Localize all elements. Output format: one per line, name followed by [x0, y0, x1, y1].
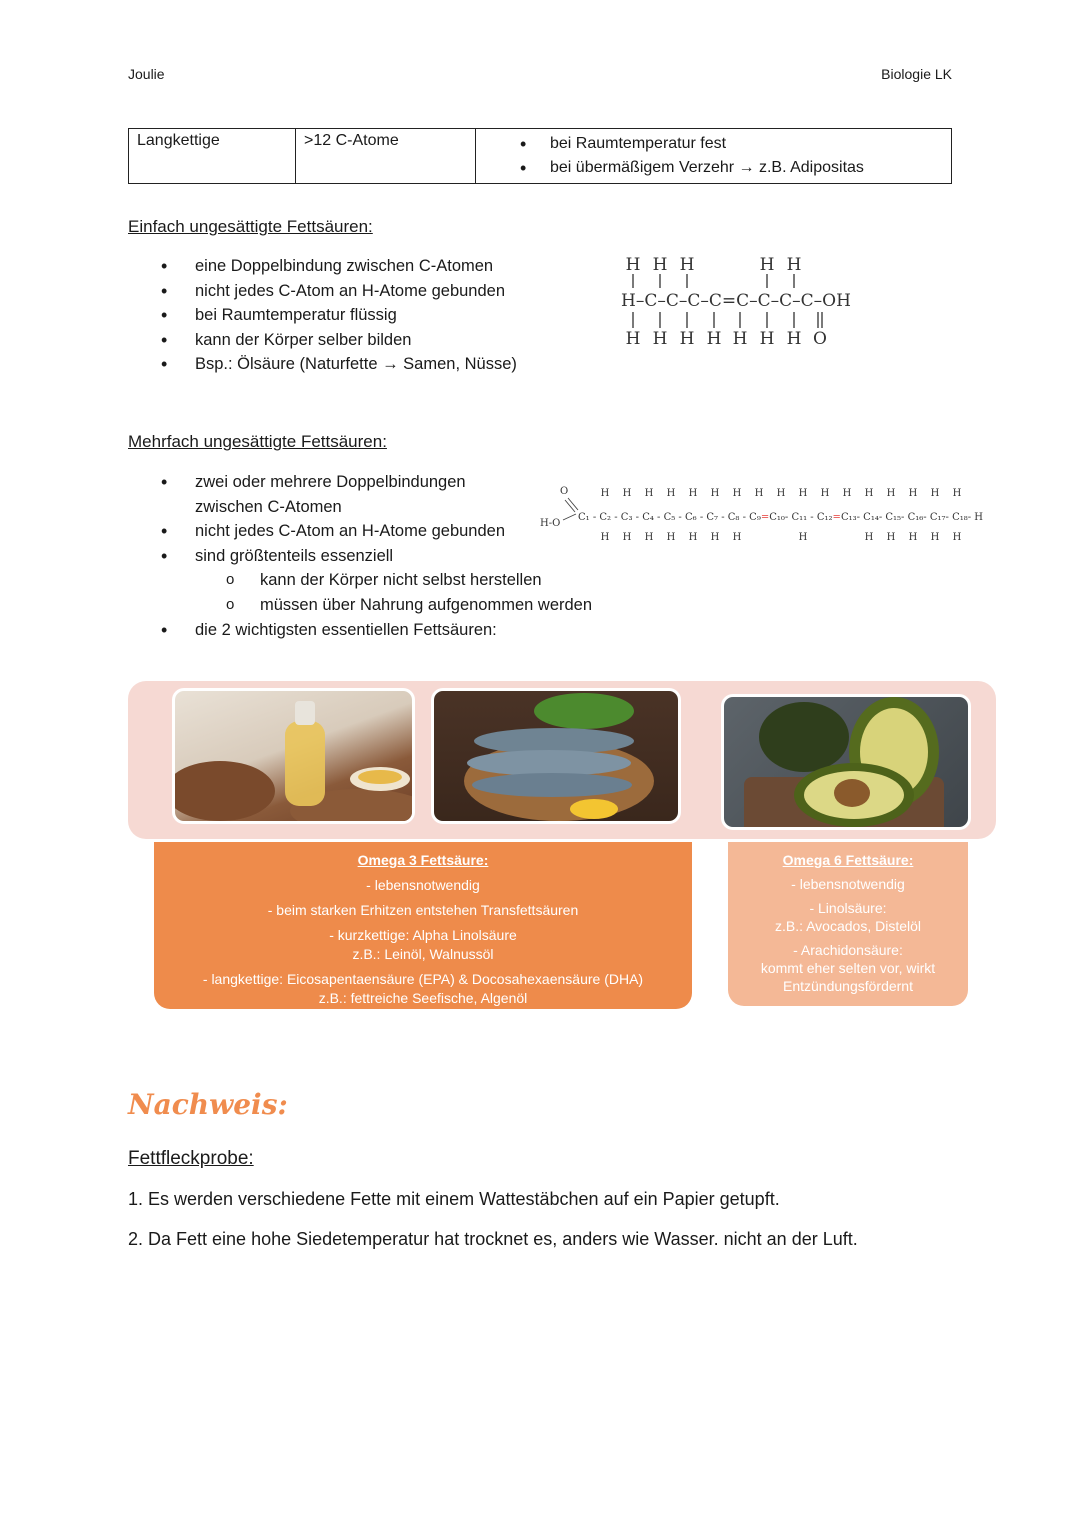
svg-text:H: H: [864, 532, 874, 543]
fish-photo: [431, 688, 681, 824]
svg-text:H: H: [864, 488, 874, 499]
sub-list-item: o müssen über Nahrung aufgenommen werden: [130, 593, 650, 618]
svg-text:H: H: [706, 329, 722, 349]
fatty-acid-table: [128, 128, 952, 184]
table-cell-name: Langkettige: [129, 129, 296, 184]
svg-text:H: H: [732, 488, 742, 499]
omega6-line: - lebensnotwendig: [791, 876, 905, 892]
list-item: • bei übermäßigem Verzehr → z.B. Adipositas: [484, 156, 943, 180]
svg-text:H–C–C–C–C=C–C–C–C–OH: H–C–C–C–C=C–C–C–C–OH: [621, 291, 851, 311]
list-item: • bei Raumtemperatur fest: [484, 132, 943, 156]
avocado-illustration: [724, 697, 971, 830]
svg-text:H: H: [786, 255, 802, 275]
nachweis-title: Nachweis:: [128, 1088, 288, 1121]
svg-text:C₁ - C₂ - C₃ - C₄ - C₅ - C₆ -: C₁ - C₂ - C₃ - C₄ - C₅ - C₆ - C₇ - C₈ - C₉=C₁₀- C₁₁ - C₁₂=C₁₃- C₁₄- C₁₅- C₁₆- C₁₇- C₁₈- H: [578, 512, 984, 523]
list-item: • bei Raumtemperatur flüssig: [130, 303, 570, 328]
section-heading-einfach: Einfach ungesättigte Fettsäuren:: [128, 217, 373, 236]
omega3-box: [154, 842, 692, 1009]
svg-text:H: H: [644, 532, 654, 543]
svg-text:H: H: [798, 532, 808, 543]
omega6-line: Entzündungsfördernt: [783, 978, 913, 994]
omega3-line: - lebensnotwendig: [366, 877, 480, 893]
svg-text:H: H: [625, 329, 641, 349]
einfach-list: [130, 254, 570, 377]
svg-text:H: H: [679, 255, 695, 275]
list-item: • eine Doppelbindung zwischen C-Atomen: [130, 254, 570, 279]
svg-text:H: H: [776, 488, 786, 499]
monounsaturated-formula: [596, 250, 876, 350]
svg-text:H: H: [600, 488, 610, 499]
svg-text:H: H: [952, 488, 962, 499]
svg-text:H: H: [652, 255, 668, 275]
sublist: [130, 568, 650, 617]
svg-text:H: H: [732, 329, 748, 349]
svg-text:H: H: [622, 488, 632, 499]
fettfleckprobe-heading: Fettfleckprobe:: [128, 1148, 254, 1169]
svg-text:H: H: [732, 532, 742, 543]
svg-text:H: H: [908, 488, 918, 499]
flaxseed-oil-photo: [172, 688, 415, 824]
omega3-line: - langkettige: Eicosapentaensäure (EPA) & Docosahexaensäure (DHA): [202, 971, 644, 987]
flaxseed-oil-illustration: [175, 691, 415, 824]
svg-text:H: H: [842, 488, 852, 499]
step-2: 2. Da Fett eine hohe Siedetemperatur hat trocknet es, anders wie Wasser. nicht an der Luft.: [128, 1229, 858, 1249]
svg-text:H: H: [952, 532, 962, 543]
svg-text:H: H: [688, 488, 698, 499]
svg-text:H: H: [625, 255, 641, 275]
svg-text:O: O: [813, 329, 827, 349]
omega3-line: z.B.: fettreiche Seefische, Algenöl: [318, 990, 528, 1006]
omega6-line: kommt eher selten vor, wirkt: [760, 960, 936, 976]
omega3-line: - kurzkettige: Alpha Linolsäure: [329, 927, 517, 943]
svg-text:H: H: [930, 532, 940, 543]
list-item: • die 2 wichtigsten essentiellen Fettsäuren:: [130, 618, 650, 643]
list-item: • nicht jedes C-Atom an H-Atome gebunden: [130, 279, 570, 304]
svg-text:H: H: [820, 488, 830, 499]
subject-name: Biologie LK: [881, 66, 952, 82]
omega6-line: z.B.: Avocados, Distelöl: [774, 918, 922, 934]
svg-text:H: H: [652, 329, 668, 349]
svg-text:H: H: [710, 532, 720, 543]
author-name: Joulie: [128, 66, 165, 82]
svg-text:H: H: [908, 532, 918, 543]
sub-list-item: o kann der Körper nicht selbst herstellen: [130, 568, 650, 593]
omega3-line: - beim starken Erhitzen entstehen Transfettsäuren: [267, 902, 579, 918]
svg-text:H: H: [644, 488, 654, 499]
svg-text:H: H: [759, 329, 775, 349]
avocado-photo: [721, 694, 971, 830]
svg-text:H: H: [688, 532, 698, 543]
svg-text:H: H: [786, 329, 802, 349]
omega6-title: Omega 6 Fettsäure:: [782, 852, 914, 868]
svg-text:H: H: [622, 532, 632, 543]
svg-text:H: H: [679, 329, 695, 349]
polyunsaturated-formula: [538, 484, 988, 544]
step-1: 1. Es werden verschiedene Fette mit einem Wattestäbchen auf ein Papier getupft.: [128, 1189, 780, 1209]
omega6-line: - Arachidonsäure:: [793, 942, 903, 958]
list-item: • kann der Körper selber bilden: [130, 328, 570, 353]
table-cell-atoms: >12 C-Atome: [296, 129, 476, 184]
svg-text:O: O: [560, 486, 569, 497]
table-cell-props: [476, 129, 952, 184]
list-item: • nicht jedes C-Atom an H-Atome gebunden: [130, 519, 650, 544]
svg-text:H: H: [666, 488, 676, 499]
svg-text:H: H: [886, 532, 896, 543]
omega6-line: - Linolsäure:: [809, 900, 887, 916]
svg-text:H: H: [886, 488, 896, 499]
svg-text:H: H: [600, 532, 610, 543]
svg-text:H: H: [930, 488, 940, 499]
omega6-box: [728, 842, 968, 1006]
svg-text:H: H: [710, 488, 720, 499]
omega3-title: Omega 3 Fettsäure:: [357, 852, 489, 868]
list-item: [130, 544, 650, 618]
omega3-line: z.B.: Leinöl, Walnussöl: [352, 946, 494, 962]
svg-text:H: H: [754, 488, 764, 499]
list-item: • Bsp.: Ölsäure (Naturfette → Samen, Nüsse): [130, 352, 570, 377]
mackerel-illustration: [434, 691, 681, 824]
svg-text:H-O: H-O: [540, 518, 561, 529]
svg-text:H: H: [798, 488, 808, 499]
svg-text:H: H: [759, 255, 775, 275]
svg-text:H: H: [666, 532, 676, 543]
section-heading-mehrfach: Mehrfach ungesättigte Fettsäuren:: [128, 432, 387, 451]
table-row: [129, 129, 952, 184]
list-item: • zwei oder mehrere Doppelbindungen zwischen C-Atomen: [130, 470, 495, 519]
list-item-text: sind größtenteils essenziell: [195, 546, 394, 565]
